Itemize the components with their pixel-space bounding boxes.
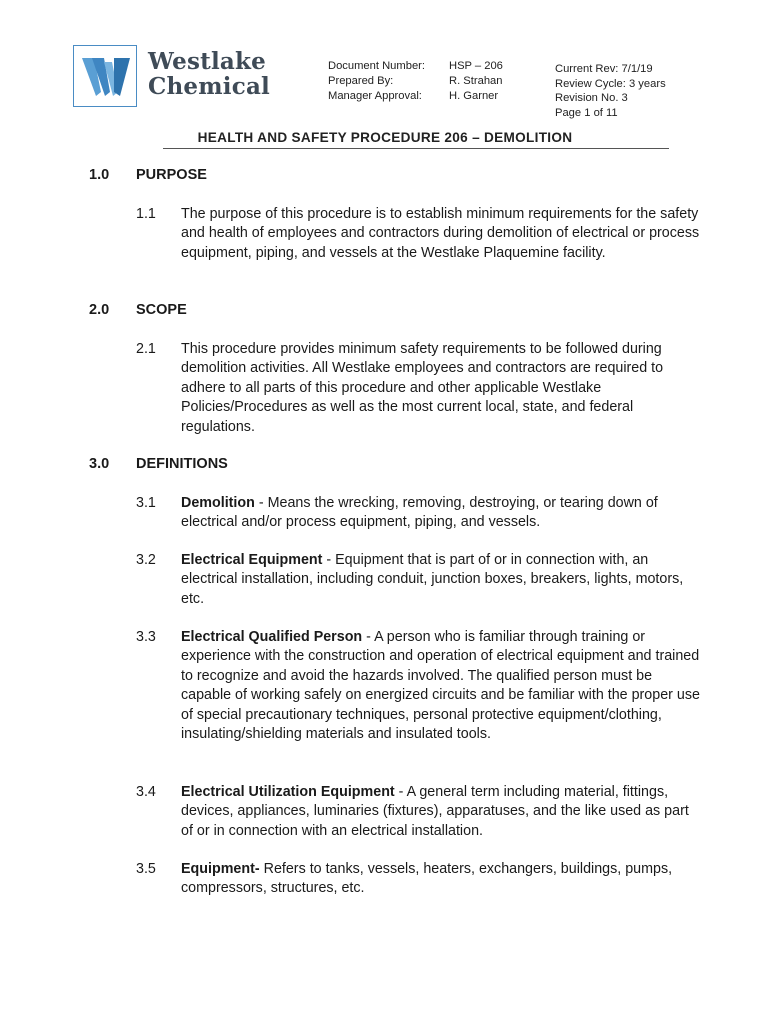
meta-value: H. Garner <box>449 89 499 102</box>
item-text <box>181 340 701 437</box>
item-number: 3.2 <box>136 552 156 568</box>
document-title: HEALTH AND SAFETY PROCEDURE 206 – DEMOLITION <box>197 130 573 145</box>
meta-label: Prepared By: <box>328 74 394 87</box>
meta-label: Document Number: <box>328 60 425 72</box>
definition-text <box>181 860 701 899</box>
definition-body: - Equipment that is part of or in connection with, an electrical installation, including conduit, junction boxes, breakers, lights, motors, etc. <box>181 552 684 607</box>
logo-wordmark <box>148 49 270 99</box>
definition-text <box>181 551 701 609</box>
section-title: PURPOSE <box>136 167 207 183</box>
definition-text <box>181 783 701 841</box>
item-body: The purpose of this procedure is to establish minimum requirements for the safety and health of employees and contractors during demolition of electrical or process equipment, piping, and vessels at the Westlake Plaquemine facility. <box>181 206 700 261</box>
definition-term: Electrical Qualified Person <box>181 629 363 645</box>
definition-term: Electrical Equipment <box>181 552 323 568</box>
item-body: This procedure provides minimum safety requirements to be followed during demolition activities. All Westlake employees and contractors are required to adhere to all parts of this procedure and other applicable Westlake Policies/Procedures as well as the most current local, state, and federal regulations. <box>181 341 664 435</box>
section-number: 2.0 <box>89 302 110 318</box>
document-meta-values <box>449 59 503 103</box>
section-title: DEFINITIONS <box>136 456 228 472</box>
company-logo <box>73 45 270 107</box>
definition-body: - Means the wrecking, removing, destroying, or tearing down of electrical and/or process equipment, piping, and vessels. <box>181 495 658 531</box>
item-number: 2.1 <box>136 341 156 357</box>
definition-text <box>181 628 701 744</box>
item-number: 3.3 <box>136 629 156 645</box>
document-meta-labels <box>328 59 425 103</box>
page-indicator: Page 1 of 11 <box>555 106 618 119</box>
meta-value: R. Strahan <box>449 74 503 87</box>
revision-line: Current Rev: 7/1/19 <box>555 63 653 75</box>
item-number: 3.1 <box>136 495 156 511</box>
definition-body: - A general term including material, fittings, devices, appliances, luminaries (fixtures), apparatuses, and the like used as part of or in connection with an electrical installation. <box>181 784 689 839</box>
section-number: 3.0 <box>89 456 110 472</box>
definition-body: Refers to tanks, vessels, heaters, exchangers, buildings, pumps, compressors, structures, etc. <box>181 861 673 897</box>
definition-term: Electrical Utilization Equipment <box>181 784 395 800</box>
item-text <box>181 205 701 263</box>
item-number: 3.4 <box>136 784 156 800</box>
logo-line-1: Westlake <box>148 48 266 75</box>
westlake-w-logo-icon <box>73 45 137 107</box>
meta-label: Manager Approval: <box>328 89 422 102</box>
document-revision-info <box>555 62 666 120</box>
definition-term: Equipment- <box>181 861 260 877</box>
meta-value: HSP – 206 <box>449 60 503 72</box>
revision-line: Revision No. 3 <box>555 92 628 105</box>
definition-body: - A person who is familiar through training or experience with the construction and operation of electrical equipment and trained to recognize and avoid the hazards involved. The qualified person must be capable of working safely on energized circuits and be familiar with the proper use of special precautionary techniques, personal protective equipment/clothing, insulating/shielding materials and insulated tools. <box>181 629 700 743</box>
revision-line: Review Cycle: 3 years <box>555 77 666 90</box>
logo-line-2: Chemical <box>148 73 270 100</box>
title-divider <box>163 148 669 149</box>
definition-text <box>181 494 701 533</box>
item-number: 3.5 <box>136 861 156 877</box>
item-number: 1.1 <box>136 206 156 222</box>
section-title: SCOPE <box>136 302 187 318</box>
section-number: 1.0 <box>89 167 110 183</box>
definition-term: Demolition <box>181 495 255 511</box>
